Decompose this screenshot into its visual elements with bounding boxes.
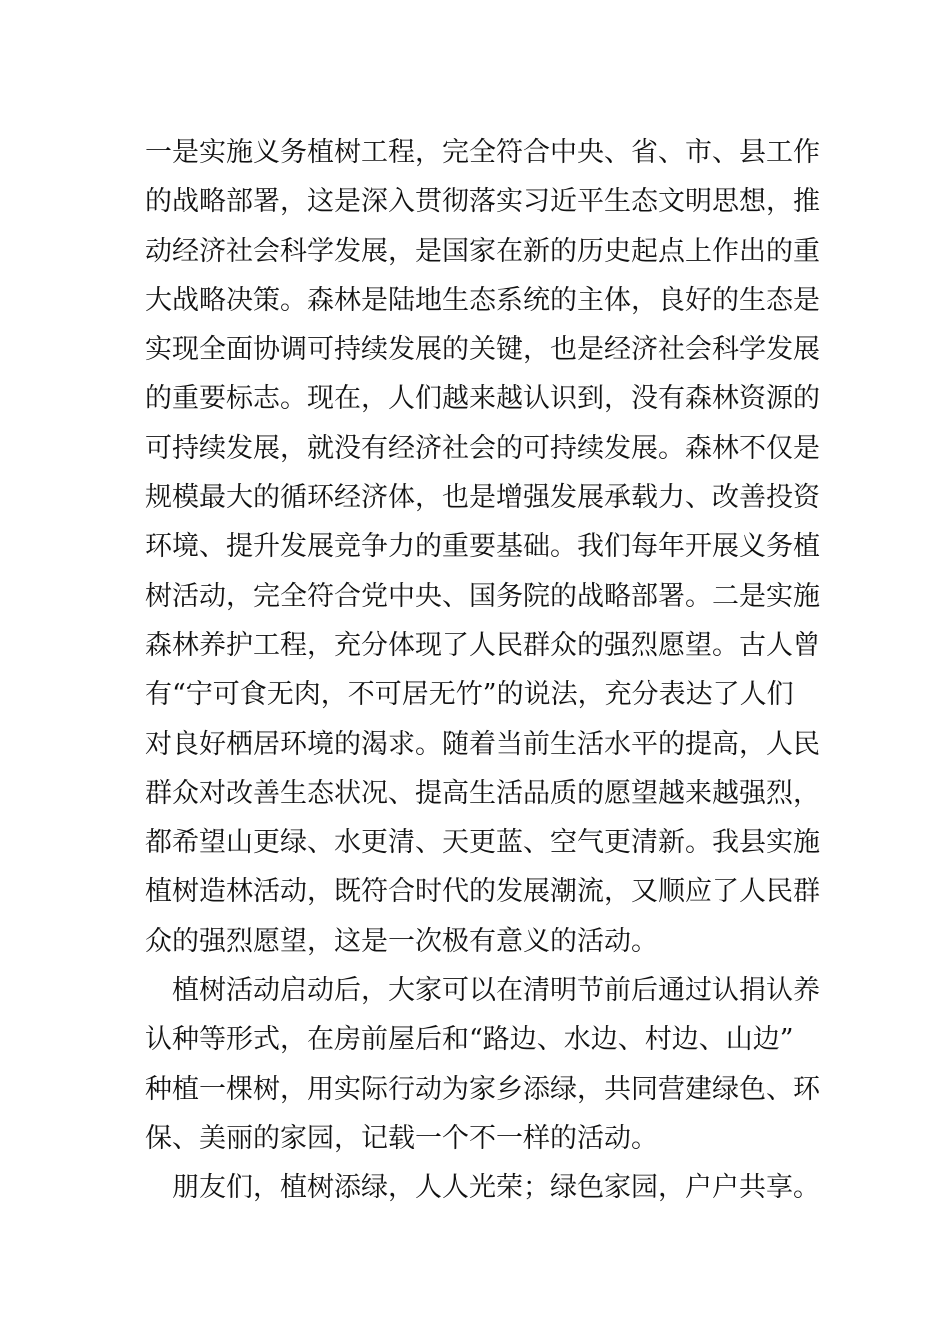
text-line: 群众对改善生态状况、提高生活品质的愿望越来越强烈， bbox=[145, 777, 820, 809]
text-line: 朋友们，植树添绿，人人光荣；绿色家园，户户共享。 bbox=[145, 1172, 820, 1204]
text-line: 大战略决策。森林是陆地生态系统的主体，良好的生态是 bbox=[145, 284, 820, 316]
text-line: 植树造林活动，既符合时代的发展潮流，又顺应了人民群 bbox=[145, 876, 820, 908]
text-line: 认种等形式，在房前屋后和“路边、水边、村边、山边” bbox=[145, 1024, 794, 1056]
text-line: 保、美丽的家园，记载一个不一样的活动。 bbox=[145, 1122, 658, 1154]
text-line: 动经济社会科学发展，是国家在新的历史起点上作出的重 bbox=[145, 235, 820, 267]
text-line: 种植一棵树，用实际行动为家乡添绿，共同营建绿色、环 bbox=[145, 1073, 820, 1105]
text-line: 有“宁可食无肉，不可居无竹”的说法，充分表达了人们 bbox=[145, 679, 794, 711]
text-line: 众的强烈愿望，这是一次极有意义的活动。 bbox=[145, 925, 658, 957]
text-line: 都希望山更绿、水更清、天更蓝、空气更清新。我县实施 bbox=[145, 827, 820, 859]
text-line: 实现全面协调可持续发展的关键，也是经济社会科学发展 bbox=[145, 334, 820, 366]
text-line: 的战略部署，这是深入贯彻落实习近平生态文明思想，推 bbox=[145, 186, 820, 218]
text-line: 树活动，完全符合党中央、国务院的战略部署。二是实施 bbox=[145, 580, 820, 612]
text-line: 环境、提升发展竞争力的重要基础。我们每年开展义务植 bbox=[145, 531, 820, 563]
text-line: 规模最大的循环经济体，也是增强发展承载力、改善投资 bbox=[145, 482, 820, 514]
text-line: 可持续发展，就没有经济社会的可持续发展。森林不仅是 bbox=[145, 432, 820, 464]
text-line: 植树活动启动后，大家可以在清明节前后通过认捐认养 bbox=[145, 975, 820, 1007]
text-line: 一是实施义务植树工程，完全符合中央、省、市、县工作 bbox=[145, 137, 820, 168]
text-line: 的重要标志。现在，人们越来越认识到，没有森林资源的 bbox=[145, 383, 820, 415]
text-line: 森林养护工程，充分体现了人民群众的强烈愿望。古人曾 bbox=[145, 629, 820, 661]
body-text bbox=[145, 128, 820, 1213]
text-line: 对良好栖居环境的渴求。随着当前生活水平的提高，人民 bbox=[145, 728, 820, 760]
